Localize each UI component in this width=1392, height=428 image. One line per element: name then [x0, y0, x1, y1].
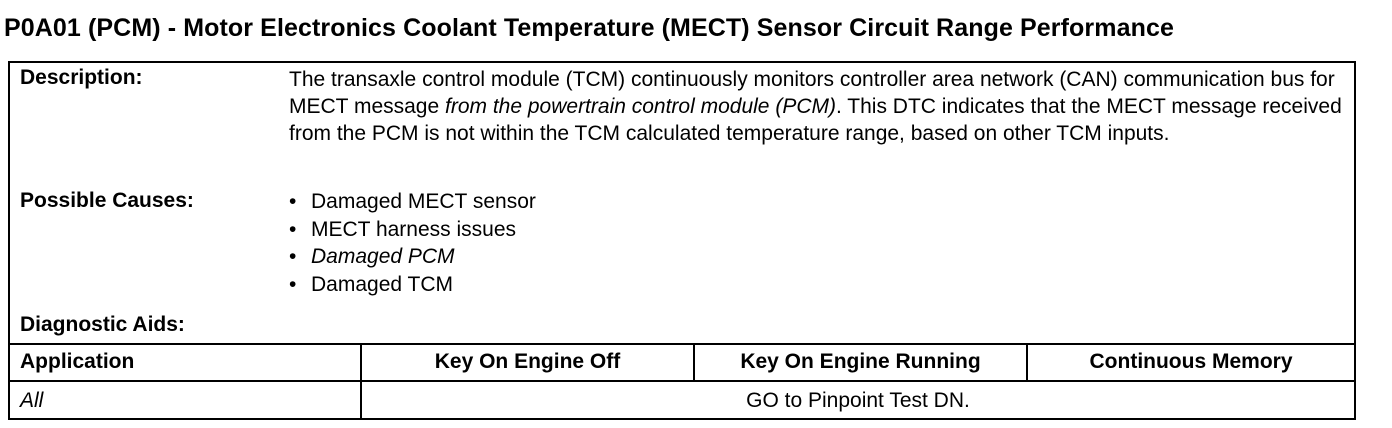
diagnostic-aids-label: Diagnostic Aids: — [20, 313, 185, 336]
description-label: Description: — [20, 66, 143, 89]
header-key-on-engine-off: Key On Engine Off — [434, 350, 621, 373]
description-text-italic: from the powertrain control module (PCM) — [445, 95, 836, 118]
cause-item: • Damaged TCM — [289, 271, 536, 299]
table-top-border — [10, 343, 1354, 345]
row-application-value: All — [20, 389, 44, 412]
cause-item: • Damaged PCM — [289, 243, 536, 271]
table-row-divider — [10, 380, 1354, 382]
description-text-part1: The transaxle control module (TCM) continuously monitors controller area network (CAN) communication bus for MECT message — [289, 68, 1335, 118]
dtc-info-box — [8, 61, 1356, 420]
possible-causes-label: Possible Causes: — [20, 189, 194, 212]
possible-causes-list — [289, 188, 536, 298]
row-action-value: GO to Pinpoint Test DN. — [746, 389, 970, 412]
description-text-part2: . This DTC indicates that the MECT message received from the PCM is not within the TCM calculated temperature range, based on other TCM inputs. — [289, 95, 1342, 145]
cause-item: • Damaged MECT sensor — [289, 188, 536, 216]
header-continuous-memory: Continuous Memory — [1089, 350, 1293, 373]
cause-item: • MECT harness issues — [289, 216, 536, 244]
page-title: P0A01 (PCM) - Motor Electronics Coolant Temperature (MECT) Sensor Circuit Range Performance — [4, 14, 1174, 42]
header-key-on-engine-running: Key On Engine Running — [740, 350, 981, 373]
header-application: Application — [20, 350, 135, 373]
description-text — [289, 66, 1349, 147]
